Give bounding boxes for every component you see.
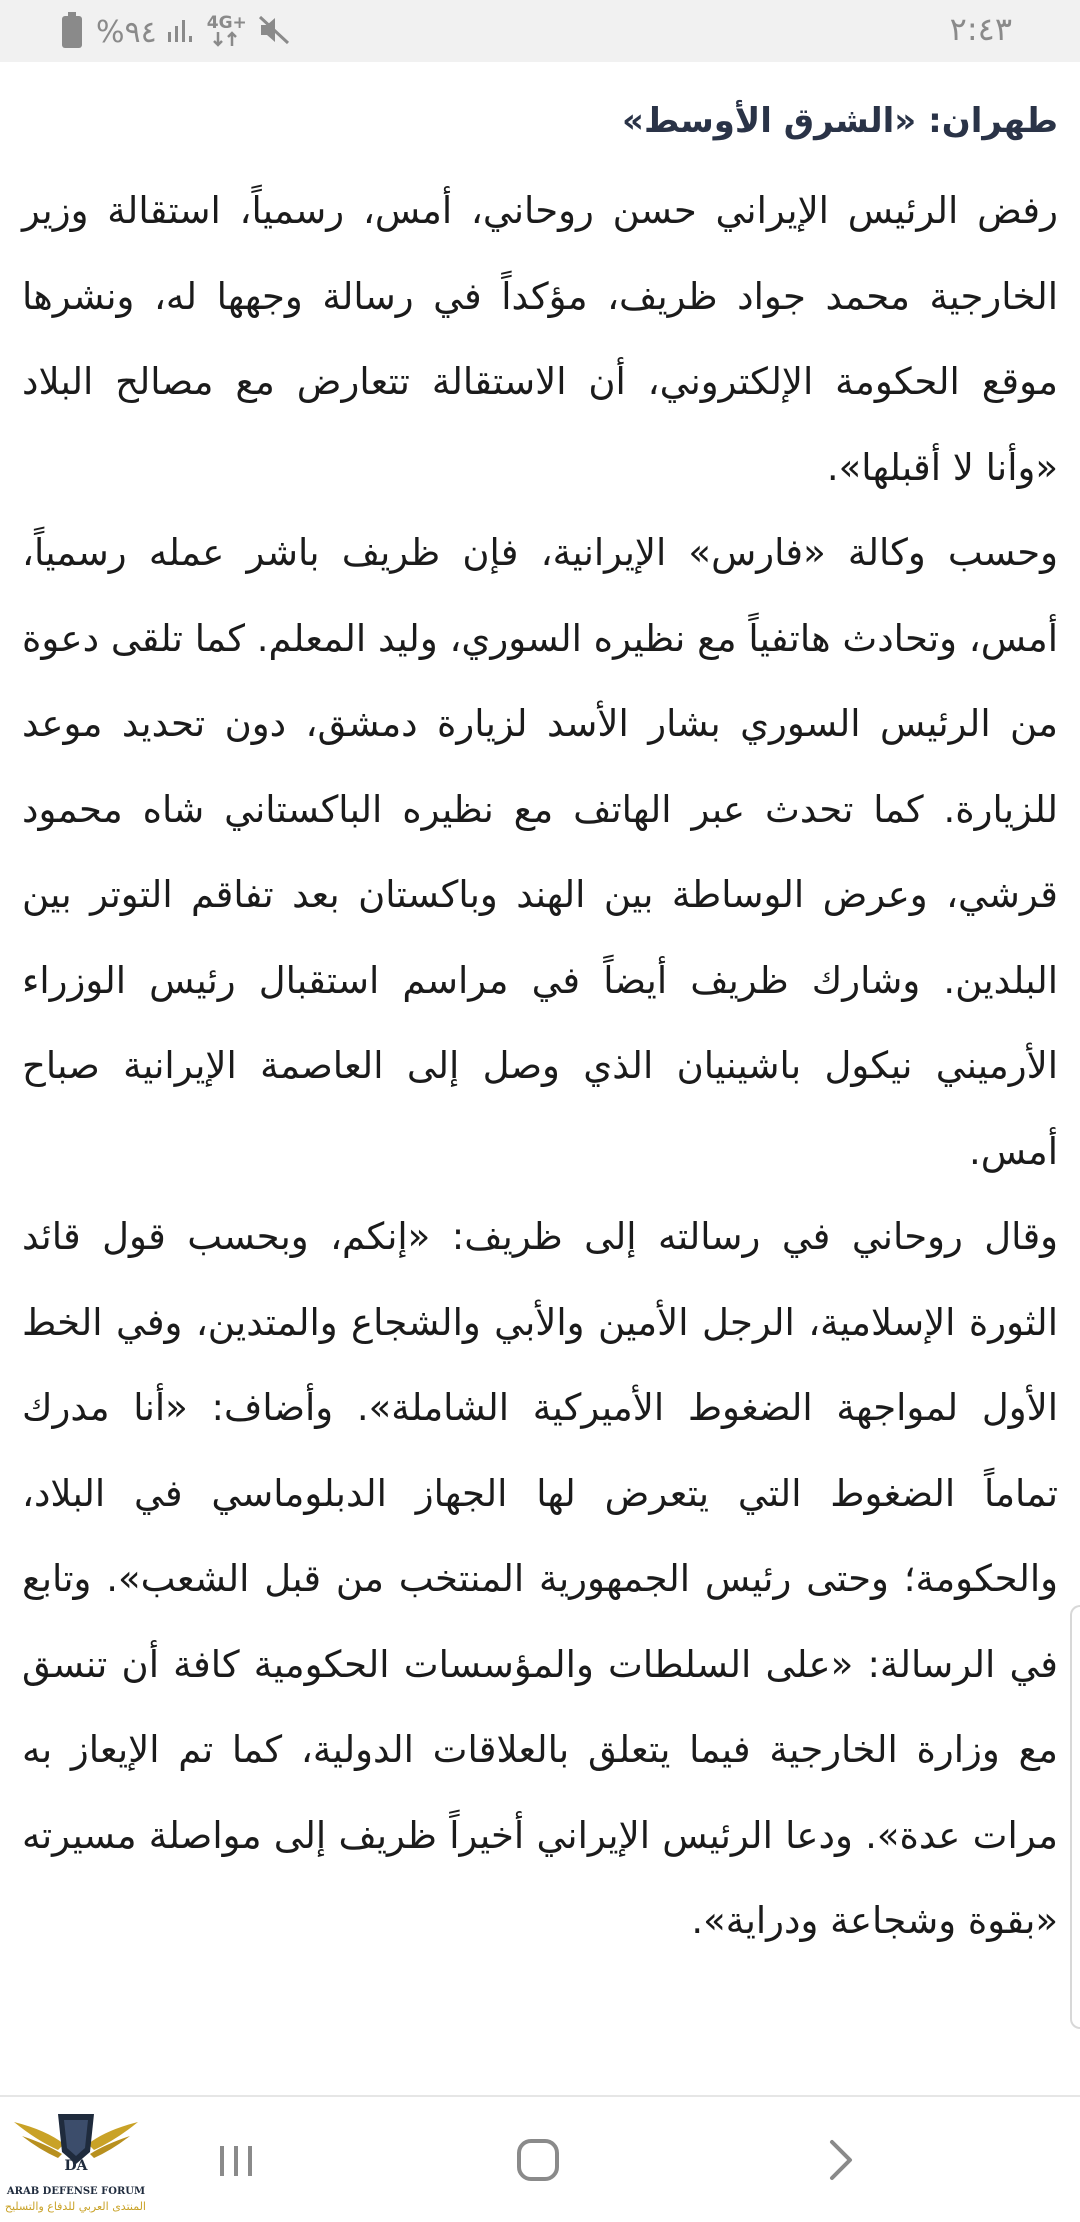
- recent-apps-button[interactable]: [196, 2127, 276, 2193]
- watermark-subtitle: المنتدى العربي للدفاع والتسليح: [4, 2200, 146, 2213]
- recent-apps-icon: [214, 2138, 258, 2182]
- forum-watermark-logo: [6, 2100, 146, 2218]
- emblem-letters: DA: [64, 2158, 88, 2174]
- network-4g-icon: [206, 12, 247, 50]
- edge-panel-handle[interactable]: [1070, 1605, 1080, 2029]
- status-bar: [0, 0, 1080, 62]
- article-paragraph: وقال روحاني في رسالته إلى ظريف: «إنكم، وبحسب قول قائد الثورة الإسلامية، الرجل الأمين والأبي والشجاع والمتدين، وفي الخط الأول لمواجهة الضغوط الأميركية الشاملة». وأضاف: «أنا مدرك تماماً الضغوط التي يتعرض لها الجهاز الدبلوماسي في البلاد، والحكومة؛ وحتى رئيس الجمهورية المنتخب من قبل الشعب». وتابع في الرسالة: «على السلطات والمؤسسات الحكومية كافة أن تنسق مع وزارة الخارجية فيما يتعلق بالعلاقات الدولية، كما تم الإيعاز به مرات عدة». ودعا الرئيس الإيراني أخيراً ظريف إلى مواصلة مسيرته «بقوة وشجاعة ودراية».: [22, 1215, 1058, 1942]
- article-dateline: طهران: «الشرق الأوسط»: [621, 101, 1058, 141]
- back-icon: [820, 2136, 860, 2184]
- article-body: [22, 96, 1058, 1964]
- back-button[interactable]: [800, 2127, 880, 2193]
- signal-icon: [167, 16, 197, 48]
- status-time: ٢:٤٣: [949, 10, 1012, 48]
- article-paragraph: رفض الرئيس الإيراني حسن روحاني، أمس، رسمياً، استقالة وزير الخارجية محمد جواد ظريف، مؤكداً في رسالة وجهها له، ونشرها موقع الحكومة الإلكتروني، أن الاستقالة تتعارض مع مصالح البلاد «وأنا لا أقبلها».: [22, 189, 1058, 489]
- network-type-label: 4G+: [206, 12, 247, 33]
- battery-level: %٩٤: [96, 14, 157, 50]
- status-icons: [62, 12, 291, 52]
- mute-icon: [257, 14, 291, 50]
- battery-icon: [62, 16, 82, 48]
- watermark-title: ARAB DEFENSE FORUM: [6, 2186, 146, 2197]
- home-icon: [514, 2136, 562, 2184]
- home-button[interactable]: [498, 2127, 578, 2193]
- article-paragraph: وحسب وكالة «فارس» الإيرانية، فإن ظريف باشر عمله رسمياً، أمس، وتحادث هاتفياً مع نظيره السوري، وليد المعلم. كما تلقى دعوة من الرئيس السوري بشار الأسد لزيارة دمشق، دون تحديد موعد للزيارة. كما تحدث عبر الهاتف مع نظيره الباكستاني شاه محمود قرشي، وعرض الوساطة بين الهند وباكستان بعد تفاقم التوتر بين البلدين. وشارك ظريف أيضاً في مراسم استقبال رئيس الوزراء الأرميني نيكول باشينيان الذي وصل إلى العاصمة الإيرانية صباح أمس.: [22, 531, 1058, 1173]
- navigation-bar: [0, 2095, 1080, 2222]
